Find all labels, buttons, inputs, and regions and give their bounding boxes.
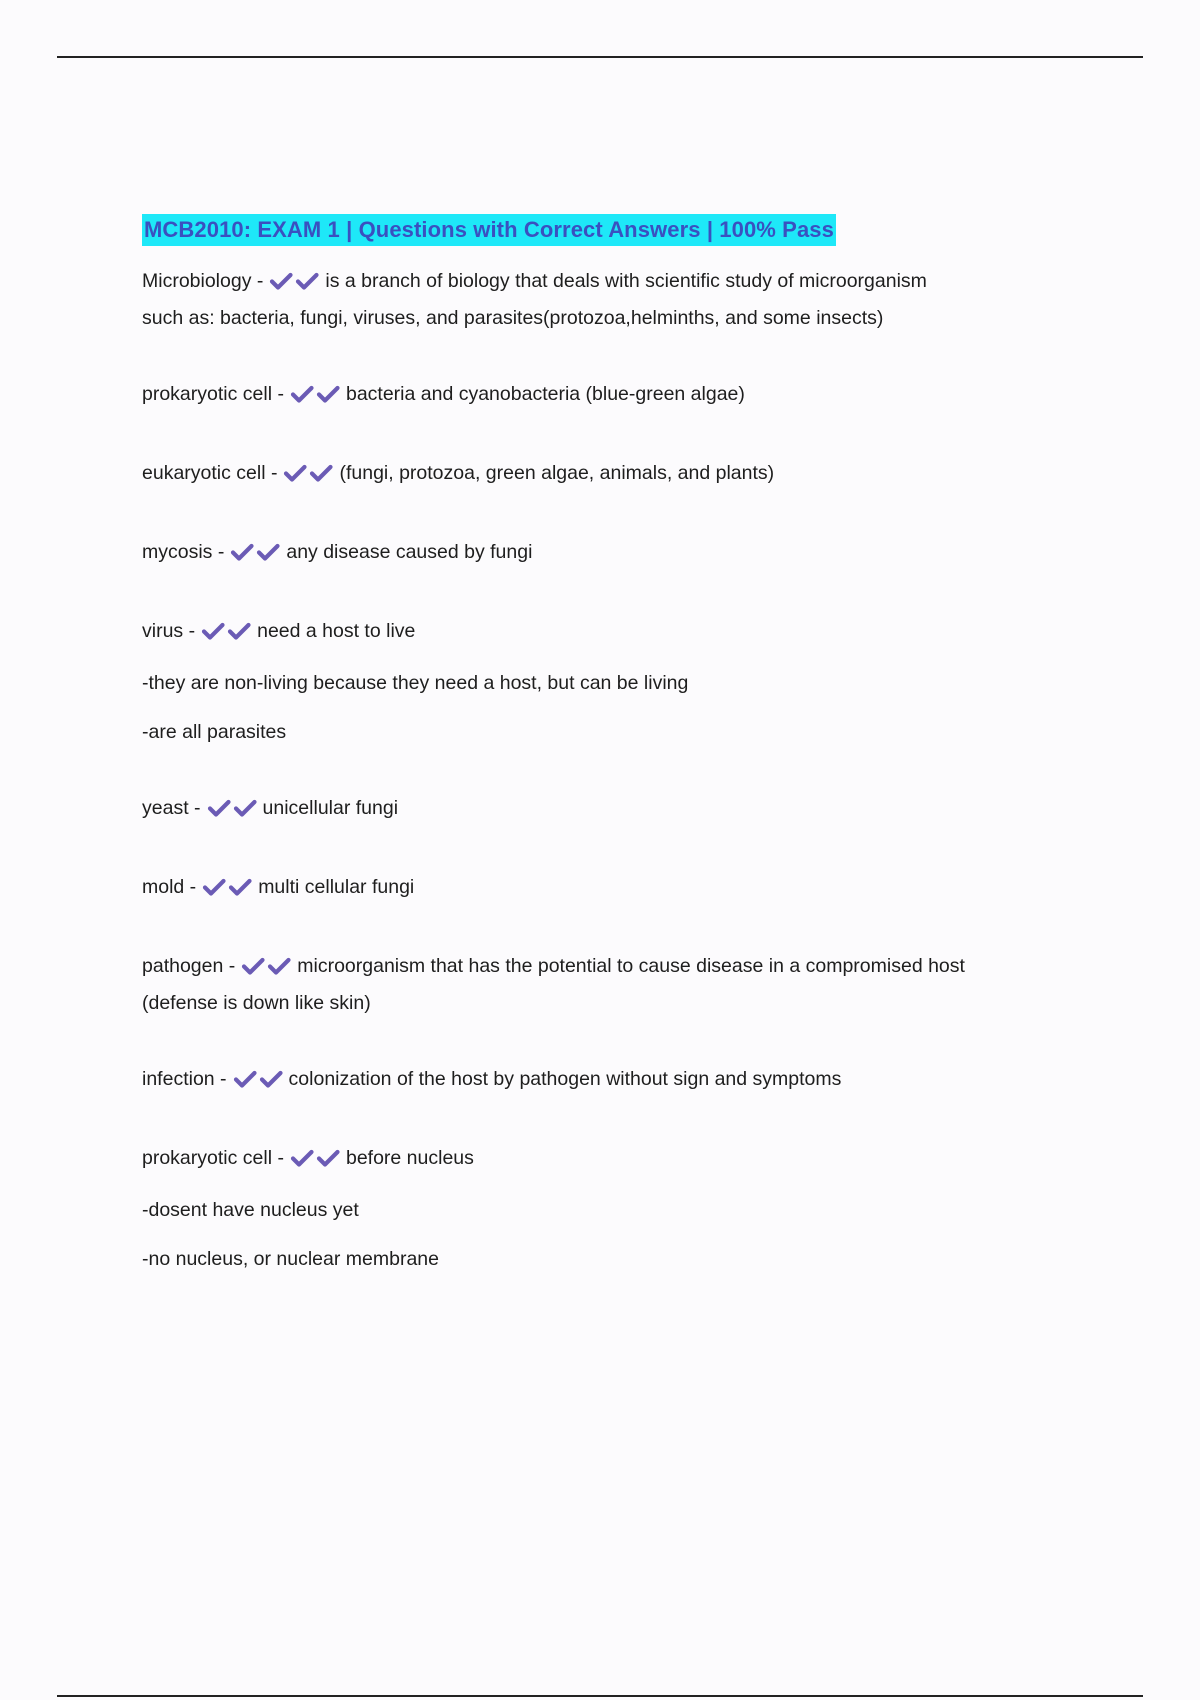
answer-marker	[233, 1065, 285, 1099]
entry-line	[142, 1062, 1082, 1099]
entry-line	[142, 614, 1082, 651]
checkmark-icon	[228, 878, 254, 896]
entry-note: -dosent have nucleus yet	[142, 1199, 359, 1221]
entry-term: eukaryotic cell -	[142, 462, 278, 484]
entry-term: pathogen -	[142, 955, 236, 977]
entries-list	[142, 264, 1082, 1276]
checkmark-icon	[316, 385, 342, 403]
header-rule	[57, 56, 1143, 58]
entry	[142, 870, 1082, 907]
entry	[142, 264, 1082, 335]
entry-line	[142, 264, 1082, 301]
answer-marker	[207, 794, 259, 828]
entry	[142, 1062, 1082, 1099]
document-title: MCB2010: EXAM 1 | Questions with Correct Answers | 100% Pass	[142, 214, 836, 246]
checkmark-icon	[309, 464, 335, 482]
entry-line	[142, 949, 1082, 986]
entry-definition: is a branch of biology that deals with scientific study of microorganism	[325, 270, 927, 292]
answer-marker	[269, 267, 321, 301]
entry-line	[142, 456, 1082, 493]
answer-marker	[241, 952, 293, 986]
entry-note: -no nucleus, or nuclear membrane	[142, 1248, 439, 1270]
entry-note: -they are non-living because they need a host, but can be living	[142, 672, 689, 694]
entry	[142, 791, 1082, 828]
answer-marker	[201, 617, 253, 651]
checkmark-icon	[316, 1149, 342, 1167]
entry	[142, 535, 1082, 572]
entry	[142, 614, 1082, 749]
checkmark-icon	[241, 957, 267, 975]
entry-definition: colonization of the host by pathogen without sign and symptoms	[288, 1068, 842, 1090]
entry-note: -are all parasites	[142, 721, 287, 743]
entry-term: Microbiology -	[142, 270, 264, 292]
entry	[142, 949, 1082, 1020]
entry-definition: need a host to live	[257, 620, 416, 642]
checkmark-icon	[290, 1149, 316, 1167]
checkmark-icon	[283, 464, 309, 482]
entry-term: prokaryotic cell -	[142, 383, 284, 405]
answer-marker	[283, 459, 335, 493]
checkmark-icon	[256, 543, 282, 561]
entry-line	[142, 870, 1082, 907]
entry-term: virus -	[142, 620, 196, 642]
entry-term: yeast -	[142, 797, 201, 819]
footer-rule	[57, 1695, 1143, 1697]
entry-definition: unicellular fungi	[262, 797, 399, 819]
entry-definition: bacteria and cyanobacteria (blue-green algae)	[345, 383, 745, 405]
entry-definition: multi cellular fungi	[258, 876, 415, 898]
entry	[142, 1141, 1082, 1276]
entry-definition: (fungi, protozoa, green algae, animals, and plants)	[339, 462, 775, 484]
checkmark-icon	[259, 1070, 285, 1088]
entry-term: mycosis -	[142, 541, 225, 563]
entry-definition: any disease caused by fungi	[286, 541, 533, 563]
checkmark-icon	[290, 385, 316, 403]
checkmark-icon	[267, 957, 293, 975]
entry-line	[142, 791, 1082, 828]
checkmark-icon	[202, 878, 228, 896]
entry-definition-continued: such as: bacteria, fungi, viruses, and parasites(protozoa,helminths, and some insects)	[142, 307, 884, 329]
entry-term: mold -	[142, 876, 197, 898]
document-body	[142, 214, 1082, 1318]
entry	[142, 456, 1082, 493]
entry-line	[142, 535, 1082, 572]
answer-marker	[230, 538, 282, 572]
checkmark-icon	[269, 272, 295, 290]
checkmark-icon	[233, 799, 259, 817]
entry-term: prokaryotic cell -	[142, 1147, 284, 1169]
checkmark-icon	[233, 1070, 259, 1088]
checkmark-icon	[230, 543, 256, 561]
answer-marker	[290, 380, 342, 414]
entry-definition: microorganism that has the potential to cause disease in a compromised host	[297, 955, 965, 977]
answer-marker	[290, 1144, 342, 1178]
entry-line	[142, 377, 1082, 414]
checkmark-icon	[227, 622, 253, 640]
checkmark-icon	[201, 622, 227, 640]
entry-definition-continued: (defense is down like skin)	[142, 992, 371, 1014]
entry-line	[142, 1141, 1082, 1178]
checkmark-icon	[207, 799, 233, 817]
checkmark-icon	[295, 272, 321, 290]
entry	[142, 377, 1082, 414]
entry-definition: before nucleus	[345, 1147, 474, 1169]
answer-marker	[202, 873, 254, 907]
entry-term: infection -	[142, 1068, 227, 1090]
